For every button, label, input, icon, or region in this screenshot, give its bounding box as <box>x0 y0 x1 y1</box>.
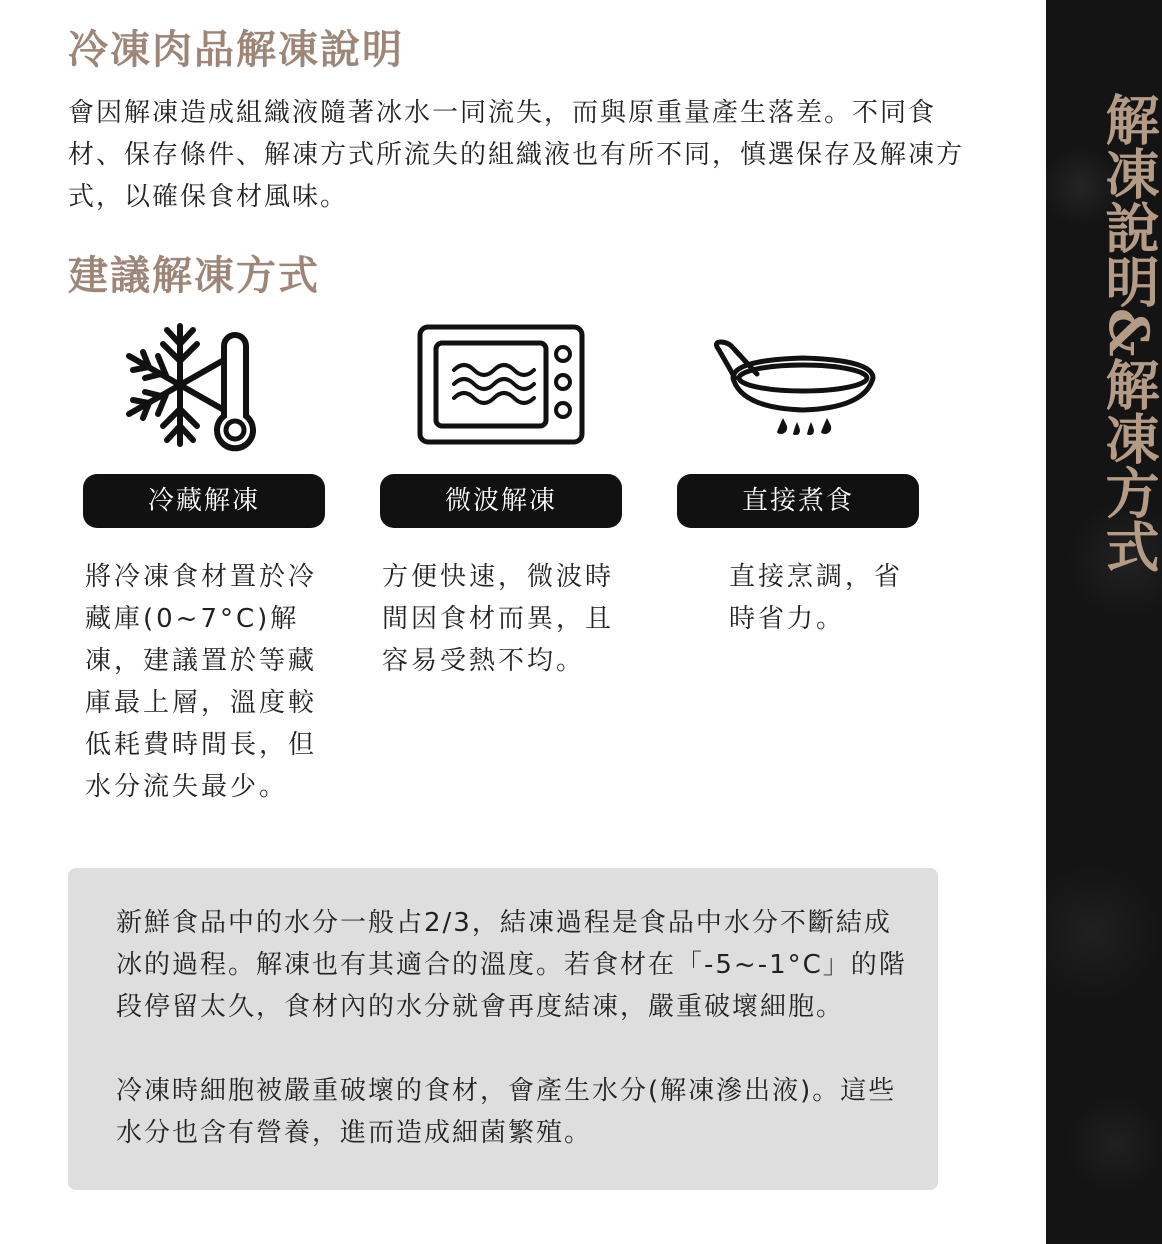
side-panel <box>1046 0 1162 1244</box>
method-cook-directly <box>677 316 919 634</box>
method-refrigerator-thaw <box>83 316 325 802</box>
method-description: 將冷凍食材置於冷藏庫(0~7°C)解凍，建議置於等藏庫最上層，溫度較低耗費時間長，但水分流失最少。 <box>85 562 318 802</box>
note-paragraph: 冷凍時細胞被嚴重破壞的食材，會產生水分(解凍滲出液)。這些水分也含有營養，進而造成細菌繁殖。 <box>116 1076 897 1148</box>
snowflake-thermometer-icon <box>83 316 325 456</box>
method-description: 直接烹調，省時省力。 <box>729 562 904 634</box>
method-description: 方便快速，微波時間因食材而異，且容易受熱不均。 <box>382 562 615 676</box>
side-title: 解凍說明&解凍方式 <box>1097 91 1161 573</box>
method-microwave-thaw <box>380 316 622 676</box>
note-paragraph: 新鮮食品中的水分一般占2/3，結凍過程是食品中水分不斷結成冰的過程。解凍也有其適合的溫度。若食材在「-5~-1°C」的階段停留太久，食材內的水分就會再度結凍，嚴重破壞細胞。 <box>116 908 907 1022</box>
page-title: 冷凍肉品解凍說明 <box>68 26 404 73</box>
method-label: 冷藏解凍 <box>83 474 325 528</box>
info-note-box <box>68 868 938 1190</box>
microwave-icon <box>380 316 622 456</box>
method-label: 直接煮食 <box>677 474 919 528</box>
methods-heading: 建議解凍方式 <box>68 252 320 299</box>
intro-paragraph: 會因解凍造成組織液隨著冰水一同流失，而與原重量產生落差。不同食材、保存條件、解凍方式所流失的組織液也有所不同，慎選保存及解凍方式，以確保食材風味。 <box>68 98 965 212</box>
method-label: 微波解凍 <box>380 474 622 528</box>
frying-pan-icon <box>677 316 919 456</box>
